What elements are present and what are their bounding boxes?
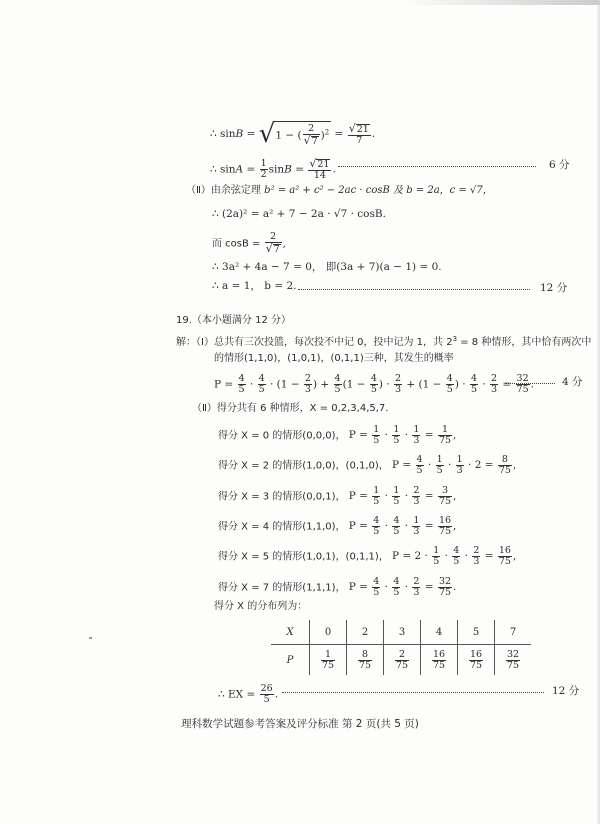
math-text: · [441,550,452,563]
end: . [371,128,376,140]
frac-den: 5 [446,383,453,395]
exponent: 3 [452,335,458,343]
math-text: P = [348,429,372,442]
frac-num: 8 [358,650,372,661]
score-leader-dots [505,383,555,384]
square-root: √1 − ( $\frac{2}{√7}$ )$^2$ [258,119,330,149]
math-text: , [512,550,517,563]
frac-den: 5 [436,464,443,476]
fraction [438,425,452,446]
fraction [334,374,342,395]
fraction [438,486,452,507]
case-probability [348,424,457,446]
case-label: 得分 X = 4 的情形(1,1,0)， [218,521,349,533]
math-text: . [530,378,534,391]
frac-num: 2 [491,373,498,384]
math-text: P = [348,520,372,533]
inner-lead: 1 − ( [275,129,302,142]
sinB-equation [210,121,375,147]
fraction [416,455,424,476]
frac-num: 4 [446,373,453,384]
p-value [310,645,347,676]
frac-den: 5 [433,555,440,567]
frac-den: 5 [393,434,400,446]
fraction [516,374,530,395]
math-text: · [424,459,435,472]
page-footer: 理科数学试题参考答案及评分标准 第 2 页(共 5 页) [181,718,419,730]
q19-part1-line1 [176,336,591,348]
case-row [218,486,456,507]
score-6: 6 分 [549,159,570,171]
frac-num: 4 [373,515,380,526]
frac-den: 75 [498,555,511,567]
line1-a: 解：（Ⅰ）总共有三次投篮，每次投不中记 0，投中记为 1，共 2 [176,337,453,348]
frac-num: 8 [498,455,512,466]
frac-den: 5 [393,495,400,507]
frac-num: 2 [303,124,320,135]
math-text: = [421,520,437,533]
math-text: · (1 − [266,378,303,391]
sinA-prefix: ∴ sin [210,163,236,176]
fraction [472,546,480,567]
fraction [372,577,380,598]
frac-den: 3 [456,464,463,476]
frac-num: 2 [265,232,282,243]
math-text: · [401,429,412,442]
p-value [495,645,532,676]
math-text: · [381,490,392,503]
case-probability [348,515,457,537]
math-text: , [512,459,517,472]
inner-tail: ) [320,129,325,142]
frac-num: 1 [433,545,440,556]
part2-law-of-cosines [186,186,493,196]
frac-den: 5 [258,383,265,395]
line1-b: = 8 种情形，其中恰有两次中 [457,337,592,348]
case-probability [391,545,517,567]
fraction [238,374,246,395]
frac-den: 5 [373,586,380,598]
score-leader-dots [298,289,530,290]
case-row [218,455,516,476]
math-text: (1 − [342,378,369,391]
frac-num: 16 [498,545,511,556]
frac-den: 5 [373,495,380,507]
score-leader-dots [338,166,536,167]
fraction [258,374,266,395]
part2-step1: ∴ (2a)² = a² + 7 − 2a · √7 · cosB. [212,208,386,220]
p-value [458,645,495,676]
frac-den: 5 [393,586,400,598]
frac-den: 3 [413,525,420,537]
frac-den: 5 [470,383,477,395]
frac-num: 4 [373,576,380,587]
fraction [392,516,400,537]
result-fraction: $\frac{√21}{14}$ [309,157,330,181]
math-text: ) · [378,378,393,391]
frac-den: 3 [413,495,420,507]
frac-den: 5 [370,383,377,395]
frac-num: 1 [413,515,420,526]
frac-num: 32 [438,576,452,587]
frac-den: 5 [263,693,270,705]
math-text: · [461,550,472,563]
fraction [490,374,498,395]
math-text: · [401,490,412,503]
frac-den: 75 [358,659,372,671]
fraction [412,516,420,537]
frac-den: 75 [506,659,520,671]
frac-den: 7 [311,136,318,147]
case-label: 得分 X = 2 的情形(1,0,0)，(0,1,0)， [218,460,392,472]
case-row [218,577,456,598]
frac-num: 4 [453,545,460,556]
math-text: P = 2 · [391,550,432,563]
x-value: 2 [347,620,384,645]
math-text: · [246,378,257,391]
frac-den: 2 [260,168,267,180]
step2-lead: 而 cosB = [212,238,264,250]
var-B: B [235,128,244,140]
score-leader-dots [282,692,544,693]
frac-num: 2 [304,373,311,384]
frac-num: 4 [238,373,245,384]
distribution-label: 得分 X 的分布列为： [214,601,308,612]
fraction [370,374,378,395]
math-text: · [381,429,392,442]
math-text: ) + [312,378,333,391]
math-text: = [421,490,437,503]
math-text: P = [391,459,415,472]
frac-num: 16 [432,648,446,660]
sin-label: sin [268,163,285,176]
frac-den: 5 [453,555,460,567]
frac-num: 4 [393,576,400,587]
frac-num: 16 [469,648,483,660]
fraction [446,374,454,395]
eq: = [243,128,259,140]
frac-den: 5 [334,383,341,395]
frac-den: 75 [469,659,483,671]
frac-den: 7 [273,243,280,255]
fraction [304,374,312,395]
fraction [392,486,400,507]
frac-den: 3 [395,383,402,395]
part2-step4: ∴ a = 1， b = 2. [212,280,297,292]
frac-den: 75 [438,586,452,598]
frac-num: 4 [370,373,377,384]
fraction [394,374,402,395]
math-text: · [381,520,392,533]
frac-den: 75 [438,495,452,507]
frac-num: 21 [317,159,330,170]
x-row [271,620,531,645]
math-text: P = [348,490,372,503]
score-4: 4 分 [562,376,583,388]
fraction: $\frac{2}{√7}$ [303,123,318,147]
math-text: ) · [454,378,469,391]
fraction [452,546,460,567]
math-text: · [401,581,412,594]
fraction [470,374,478,395]
frac-den: 75 [395,659,409,671]
case-probability [391,454,517,476]
x-value: 3 [384,620,421,645]
frac-num: 32 [516,373,529,384]
part2-label: （Ⅱ）由余弦定理 [186,185,261,196]
fraction [436,455,444,476]
frac-num: 1 [373,424,380,435]
frac-num: 1 [436,454,443,465]
p-value [384,645,421,676]
eq: = [291,163,308,176]
frac-num: 3 [438,486,452,497]
fraction [412,577,420,598]
math-text: = [421,581,437,594]
frac-num: 4 [334,373,341,384]
frac-den: 5 [373,525,380,537]
frac-num: 21 [356,123,369,135]
frac-num: 1 [393,485,400,496]
math-text: , [453,490,457,503]
math-text: , [453,520,457,533]
frac-num: 1 [456,454,463,465]
frac-num: 26 [260,683,273,694]
math-text: = [499,378,515,391]
case-label: 得分 X = 5 的情形(1,0,1)，(0,1,1)， [218,551,392,563]
scan-speck [89,637,92,639]
fraction [392,577,400,598]
frac-num: 2 [473,545,480,556]
frac-den: 3 [413,586,420,598]
distribution-table [271,620,531,675]
frac-den: 5 [416,464,423,476]
part2-step3: ∴ 3a² + 4a − 7 = 0， 即(3a + 7)(a − 1) = 0. [212,261,442,273]
frac-den: 75 [432,659,446,671]
frac-num: 1 [393,424,400,435]
fraction [412,486,420,507]
x-value: 4 [421,620,458,645]
x-value: 5 [458,620,495,645]
p-value [347,645,384,676]
fraction [438,577,452,598]
frac-den: 75 [438,525,452,537]
p-header: P [286,654,294,666]
math-text: , [453,429,457,442]
fraction [372,425,380,446]
case-row [218,516,456,537]
law-text: b² = a² + c² − 2ac · cosB 及 b = 2a，c = √7， [260,185,493,196]
fraction [498,546,512,567]
x-value: 7 [495,620,532,645]
p-value [421,645,458,676]
frac-den: 75 [438,434,452,446]
frac-den: 3 [491,383,498,395]
q19-part2-intro: （Ⅱ）得分共有 6 种情形，X = 0,2,3,4,5,7. [192,403,389,414]
var-A: A [235,163,244,176]
case-row [218,546,516,567]
fraction [412,425,420,446]
math-text: · [444,459,455,472]
math-text: · [478,378,489,391]
frac-den: 3 [473,555,480,567]
math-text: + (1 − [403,378,445,391]
case-probability [348,576,457,598]
eq: = [243,163,259,176]
math-text: P = [348,581,372,594]
fraction [372,516,380,537]
frac-num: 32 [506,648,520,660]
case-probability [348,485,457,507]
frac-num: 2 [413,485,420,496]
sinB-prefix: ∴ sin [210,128,236,140]
scan-shadow-right [596,0,600,824]
frac-den: 5 [373,434,380,446]
fraction [372,486,380,507]
frac-den: 3 [304,383,311,395]
math-text: P = [214,378,237,391]
frac-den: 5 [238,383,245,395]
sinA-equation [210,158,336,181]
math-text: · [401,520,412,533]
fraction [438,516,452,537]
math-text: · 2 = [464,459,497,472]
fraction [260,684,274,705]
fraction [456,455,464,476]
end: , [282,237,287,250]
fraction [498,455,512,476]
q19-part1-line2: 的情形(1,1,0)，(1,0,1)，(0,1,1)三种，其发生的概率 [214,353,454,364]
fraction [432,546,440,567]
eq: = [334,128,347,140]
math-text: = [421,429,437,442]
fraction [392,425,400,446]
end: . [332,163,336,176]
frac-den: 5 [393,525,400,537]
frac-num: 4 [416,454,423,465]
q19-part1-formula [214,374,534,395]
frac-den: 7 [356,134,363,146]
expectation-line [218,684,278,705]
result-fraction: $\frac{√21}{7}$ [348,121,369,146]
frac-num: 1 [321,650,335,661]
exponent: 2 [324,128,330,137]
frac-num: 4 [258,373,265,384]
frac-den: 75 [321,659,335,671]
math-text: · [381,581,392,594]
x-header: X [271,620,310,645]
fraction [260,159,268,180]
part2-step2 [212,232,286,255]
q19-title: 19.（本小题满分 12 分） [176,315,291,326]
frac-den: 75 [498,464,511,476]
frac-num: 2 [395,373,402,384]
frac-num: 2 [395,650,409,661]
frac-num: 2 [413,576,420,587]
end: . [274,688,279,701]
x-value: 0 [310,620,347,645]
frac-num: 1 [438,425,452,436]
frac-num: 16 [438,515,452,526]
case-label: 得分 X = 3 的情形(0,0,1)， [218,491,349,503]
p-row [271,645,531,676]
case-row [218,425,456,446]
math-text: . [453,581,457,594]
score-12-final: 12 分 [552,685,580,697]
scan-shadow-top [400,0,600,5]
frac-den: 75 [516,383,529,395]
score-12: 12 分 [540,282,568,294]
case-label: 得分 X = 7 的情形(1,1,1)， [218,582,349,594]
frac-num: 1 [413,424,420,435]
case-label: 得分 X = 0 的情形(0,0,0)， [218,430,349,442]
math-text: = [481,550,497,563]
var-B: B [284,163,292,176]
fraction: $\frac{2}{√7}$ [265,231,280,255]
frac-num: 1 [373,485,380,496]
frac-den: 14 [313,169,326,181]
frac-num: 4 [393,515,400,526]
ex-lead: ∴ EX = [218,688,259,701]
frac-num: 4 [470,373,477,384]
frac-den: 3 [413,434,420,446]
frac-num: 1 [260,158,267,169]
